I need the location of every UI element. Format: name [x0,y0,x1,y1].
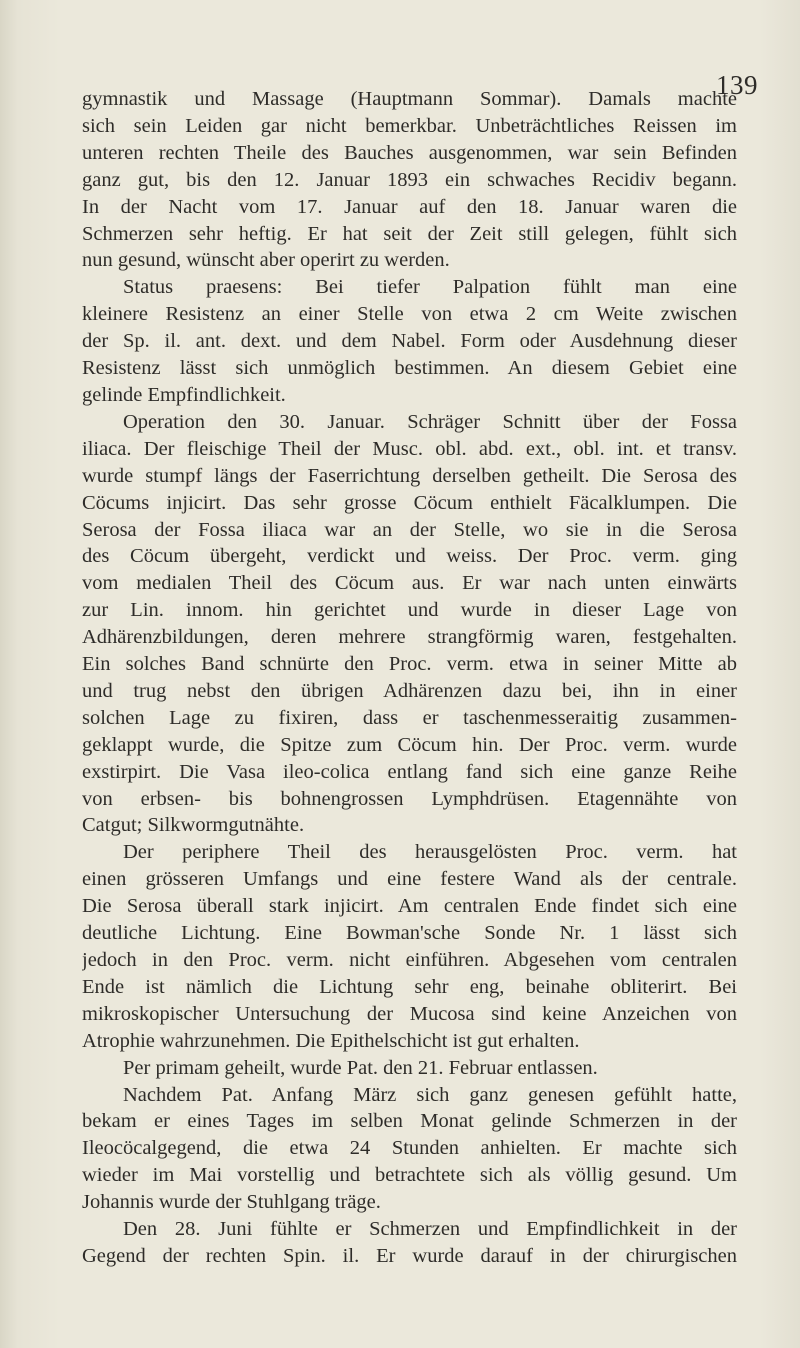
text-line: In der Nacht vom 17. Januar auf den 18. Januar waren die [82,195,737,218]
text-line: und trug nebst den übrigen Adhärenzen dazu bei, ihn in einer [82,679,737,702]
text-line: unteren rechten Theile des Bauches ausgenommen, war sein Befinden [82,141,737,164]
text-line: gelinde Empfindlichkeit. [82,383,286,406]
text-line: deutliche Lichtung. Eine Bowman'sche Sonde Nr. 1 lässt sich [82,922,737,945]
text-line: Den 28. Juni fühlte er Schmerzen und Empfindlichkeit in der [123,1218,737,1241]
text-line: nun gesund, wünscht aber operirt zu werden. [82,249,450,272]
text-line: Resistenz lässt sich unmöglich bestimmen. An diesem Gebiet eine [82,357,737,380]
text-line: wieder im Mai vorstellig und betrachtete sich als völlig gesund. Um [82,1164,737,1187]
text-line: Atrophie wahrzunehmen. Die Epithelschicht ist gut erhalten. [82,1029,580,1052]
text-line: Der periphere Theil des herausgelösten Proc. verm. hat [123,841,737,864]
text-line: Die Serosa überall stark injicirt. Am centralen Ende findet sich eine [82,895,737,918]
text-line: sich sein Leiden gar nicht bemerkbar. Unbeträchtliches Reissen im [82,114,737,137]
text-line: Ein solches Band schnürte den Proc. verm. etwa in seiner Mitte ab [82,653,737,676]
text-line: der Sp. il. ant. dext. und dem Nabel. Form oder Ausdehnung dieser [82,330,737,353]
text-line: bekam er eines Tages im selben Monat gelinde Schmerzen in der [82,1110,737,1133]
text-line: einen grösseren Umfangs und eine festere Wand als der centrale. [82,868,737,891]
page-number: 139 [716,70,758,100]
text-line: Ende ist nämlich die Lichtung sehr eng, beinahe obliterirt. Bei [82,975,737,998]
text-line: Serosa der Fossa iliaca war an der Stelle, wo sie in die Serosa [82,518,737,541]
text-line: Cöcums injicirt. Das sehr grosse Cöcum enthielt Fäcalklumpen. Die [82,491,737,514]
text-line: Catgut; Silkwormgutnähte. [82,814,305,837]
text-line: vom medialen Theil des Cöcum aus. Er war nach unten einwärts [82,572,737,595]
text-line: kleinere Resistenz an einer Stelle von etwa 2 cm Weite zwischen [82,303,737,326]
text-line: mikroskopischer Untersuchung der Mucosa sind keine Anzeichen von [82,1002,737,1025]
text-line: Gegend der rechten Spin. il. Er wurde darauf in der chirurgischen [82,1244,737,1267]
text-line: Adhärenzbildungen, deren mehrere strangförmig waren, festgehalten. [82,626,737,649]
text-line: Johannis wurde der Stuhlgang träge. [82,1191,381,1214]
text-line: wurde stumpf längs der Faserrichtung derselben getheilt. Die Serosa des [82,464,737,487]
text-line: Nachdem Pat. Anfang März sich ganz genesen gefühlt hatte, [123,1083,737,1106]
text-line: geklappt wurde, die Spitze zum Cöcum hin. Der Proc. verm. wurde [82,733,737,756]
text-line: Operation den 30. Januar. Schräger Schnitt über der Fossa [123,410,737,433]
text-line: zur Lin. innom. hin gerichtet und wurde in dieser Lage von [82,599,737,622]
text-line: exstirpirt. Die Vasa ileo-colica entlang fand sich eine ganze Reihe [82,760,737,783]
text-line: Schmerzen sehr heftig. Er hat seit der Zeit still gelegen, fühlt sich [82,222,737,245]
body-text [82,86,737,1270]
text-line: iliaca. Der fleischige Theil der Musc. obl. abd. ext., obl. int. et transv. [82,437,737,460]
text-line: Status praesens: Bei tiefer Palpation fühlt man eine [123,276,737,299]
text-line: von erbsen- bis bohnengrossen Lymphdrüsen. Etagennähte von [82,787,737,810]
text-line: Ileocöcalgegend, die etwa 24 Stunden anhielten. Er machte sich [82,1137,737,1160]
text-line: Per primam geheilt, wurde Pat. den 21. Februar entlassen. [123,1056,598,1079]
text-line: des Cöcum übergeht, verdickt und weiss. Der Proc. verm. ging [82,545,737,568]
text-line: ganz gut, bis den 12. Januar 1893 ein schwaches Recidiv begann. [82,168,737,191]
text-line: jedoch in den Proc. verm. nicht einführen. Abgesehen vom centralen [82,949,737,971]
text-line: gymnastik und Massage (Hauptmann Sommar). Damals machte [82,88,737,110]
text-line: solchen Lage zu fixiren, dass er taschenmesseraitig zusammen- [82,706,737,729]
